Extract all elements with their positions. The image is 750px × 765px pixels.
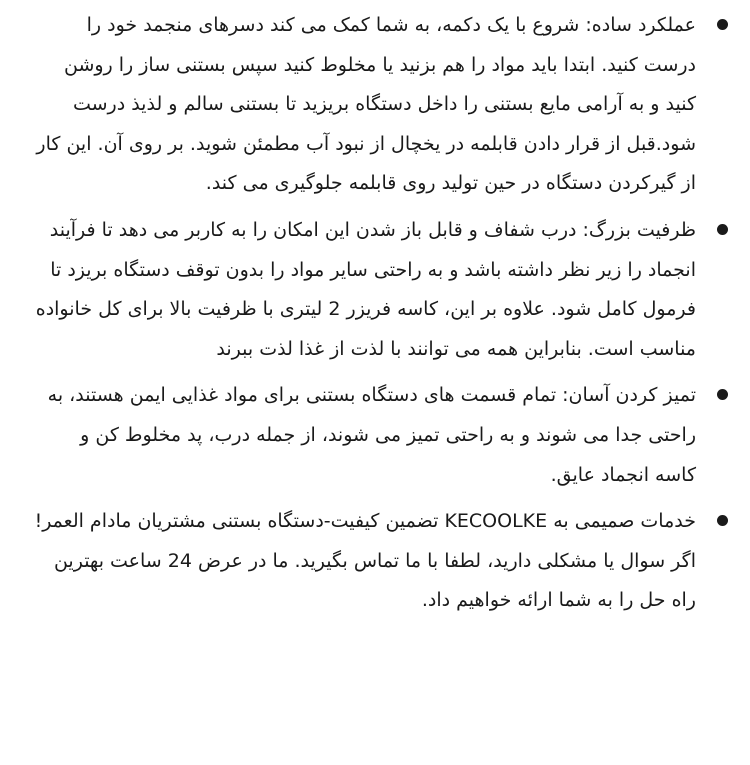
bullet-icon <box>717 389 728 400</box>
bullet-icon <box>717 19 728 30</box>
list-item <box>34 211 736 369</box>
feature-text: تمیز کردن آسان: تمام قسمت های دستگاه بستنی برای مواد غذایی ایمن هستند، به راحتی جدا می شوند و به راحتی تمیز می شوند، از جمله درب، پد مخلوط کن و کاسه انجماد عایق. <box>47 384 696 486</box>
list-item <box>34 6 736 204</box>
list-item <box>34 376 736 495</box>
feature-text: عملکرد ساده: شروع با یک دکمه، به شما کمک می کند دسرهای منجمد خود را درست کنید. ابتدا باید مواد را هم بزنید یا مخلوط کنید سپس بستنی ساز را روشن کنید و به آرامی مایع بستنی را داخل دستگاه بریزید تا بستنی سالم و لذیذ درست شود.قبل از قرار دادن قابلمه در یخچال از نبود آب مطمئن شوید. بر روی آن. این کار از گیرکردن دستگاه در حین تولید روی قابلمه جلوگیری می کند. <box>36 14 696 195</box>
feature-text: خدمات صمیمی به KECOOLKE تضمین کیفیت-دستگاه بستنی مشتریان مادام العمر! اگر سوال یا مشکلی دارید، لطفا با ما تماس بگیرید. ما در عرض 24 ساعت بهترین راه حل را به شما ارائه خواهیم داد. <box>34 510 696 612</box>
feature-list <box>34 6 736 621</box>
list-item <box>34 502 736 621</box>
bullet-icon <box>717 224 728 235</box>
bullet-icon <box>717 515 728 526</box>
feature-text: ظرفیت بزرگ: درب شفاف و قابل باز شدن این امکان را به کاربر می دهد تا فرآیند انجماد را زیر نظر داشته باشد و به راحتی سایر مواد را بدون توقف دستگاه بریزد تا فرمول کامل شود. علاوه بر این، کاسه فریزر 2 لیتری با ظرفیت بالا برای کل خانواده مناسب است. بنابراین همه می توانند با لذت از غذا لذت ببرند <box>35 218 696 360</box>
